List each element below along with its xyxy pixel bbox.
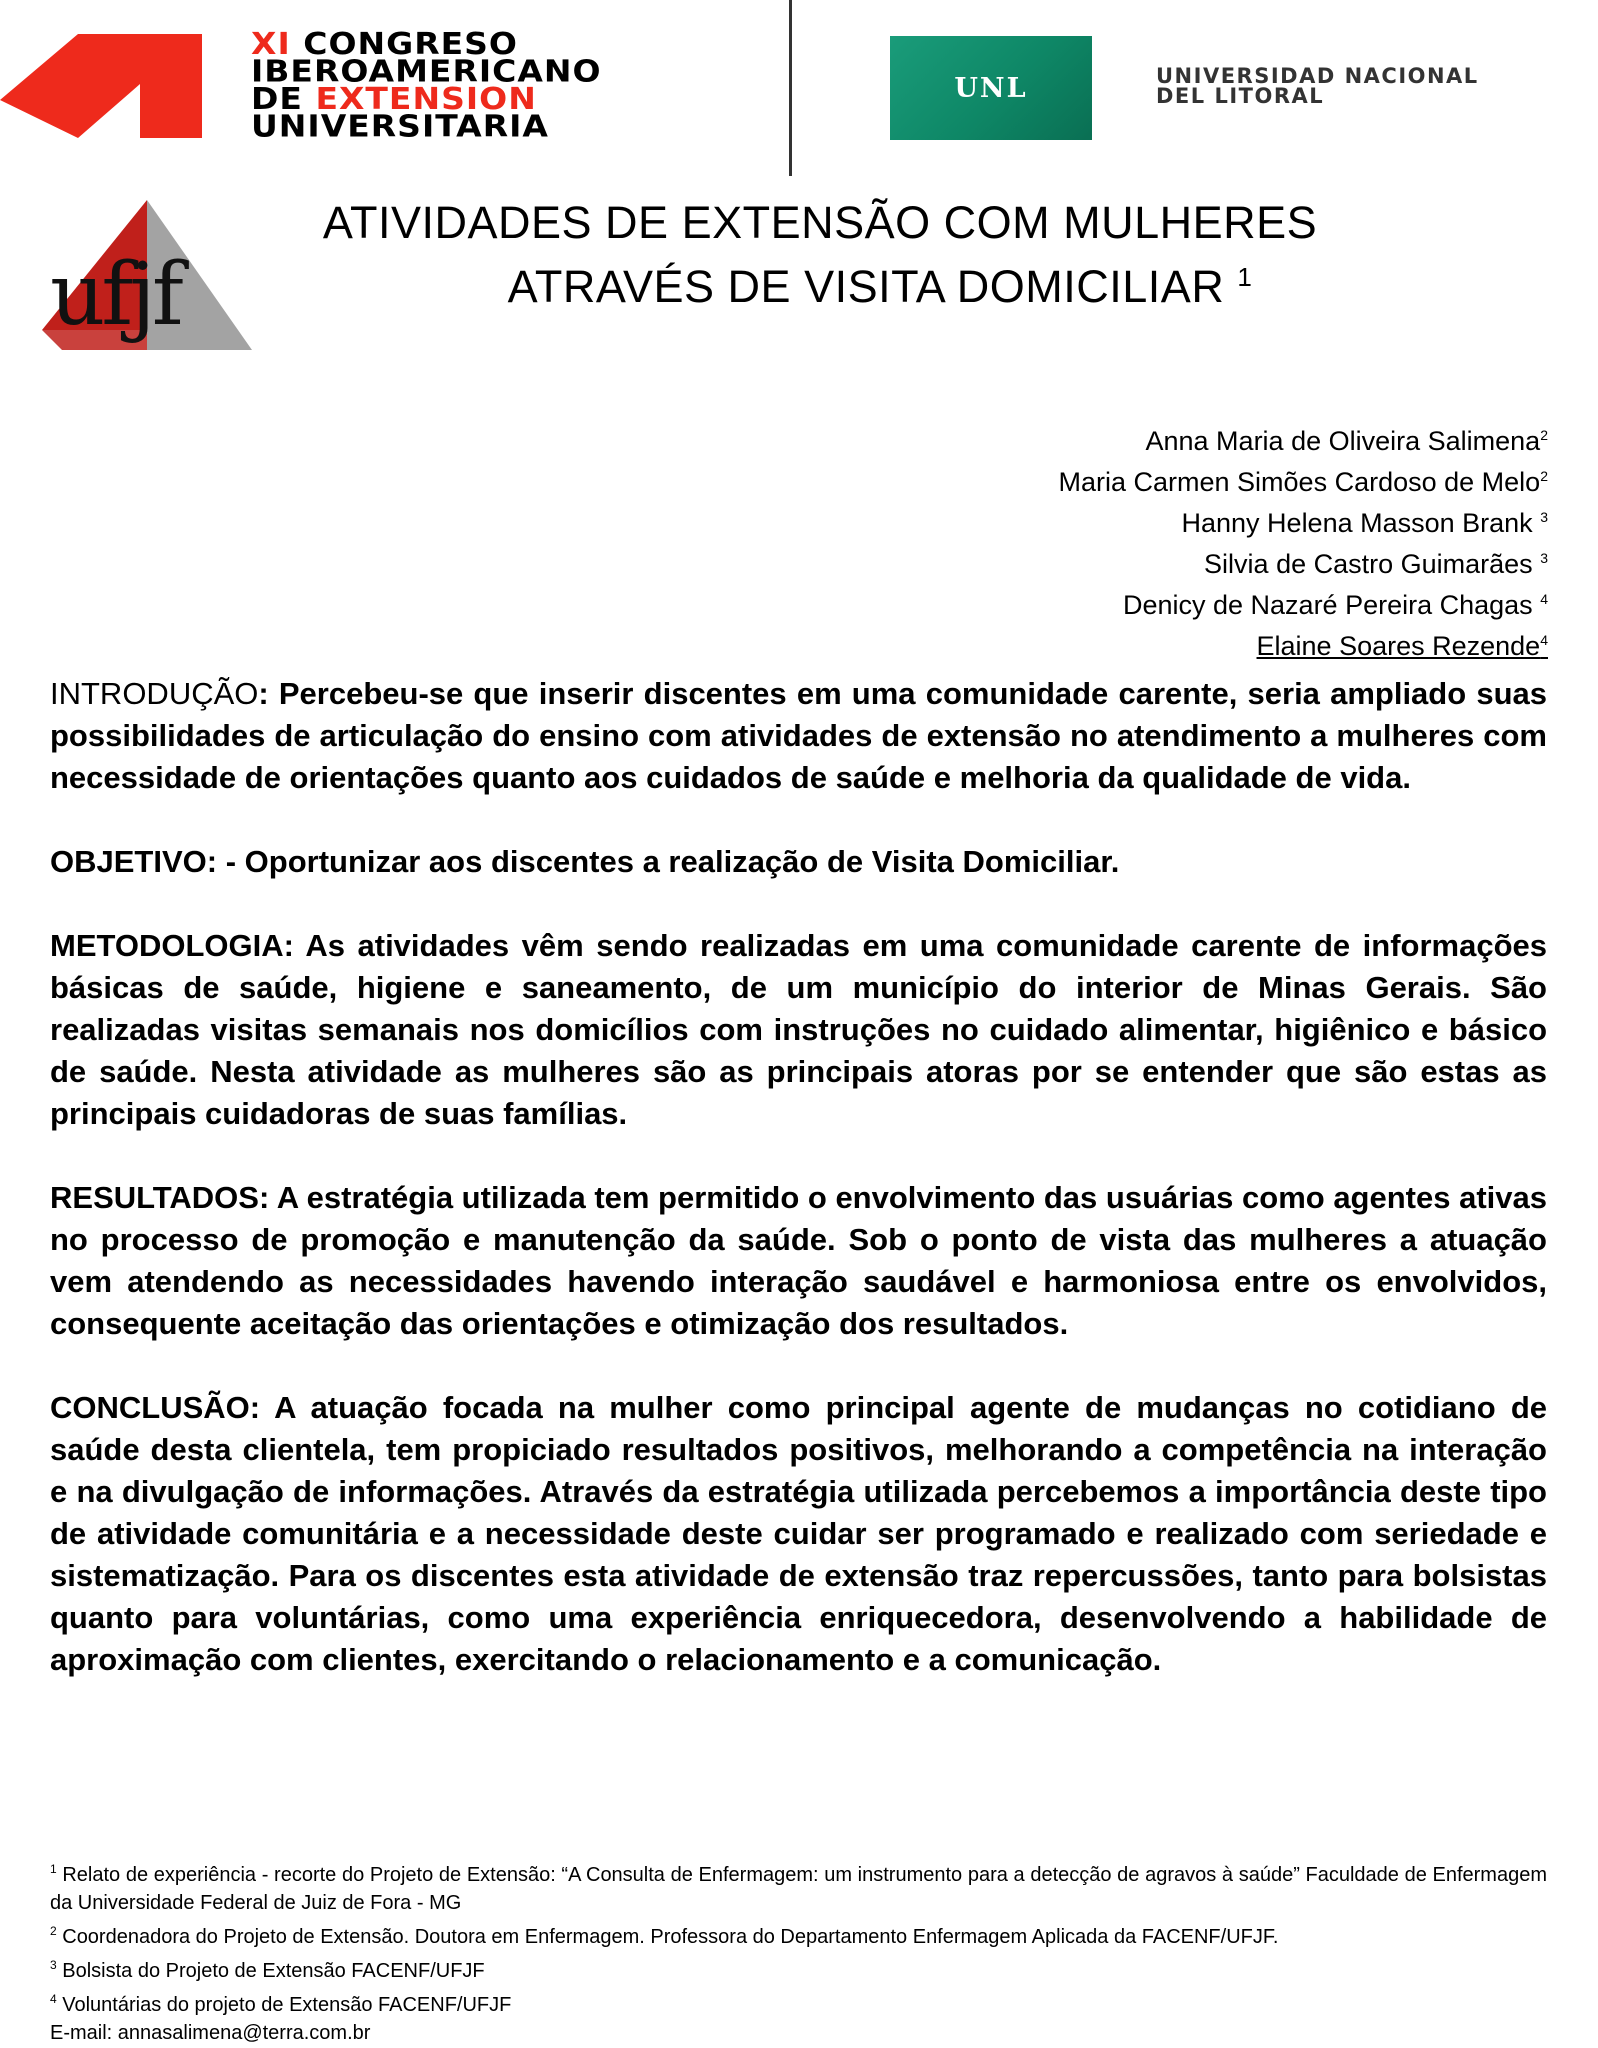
university-name: UNIVERSIDAD NACIONAL DEL LITORAL [1156,64,1479,108]
svg-text:ufjf: ufjf [50,245,180,345]
section-objetivo: OBJETIVO: - Oportunizar aos discentes a realização de Visita Domiciliar. [50,844,1120,879]
unl-logo: UNL [890,36,1092,140]
title-line-1: ATIVIDADES DE EXTENSÃO COM MULHERES [322,197,1318,248]
document-title [230,196,1410,314]
section-resultados: RESULTADOS: A estratégia utilizada tem permitido o envolvimento das usuárias como agentes ativas no processo de promoção e manutenção da saúde. Sob o ponto de vista das mulheres a atuação vem atendendo as necessidades havendo interação saudável e harmoniosa entre os envolvidos, consequente aceitação das orientações e otimização dos resultados. [50,1180,1547,1341]
section-introducao: INTRODUÇÃO: Percebeu-se que inserir discentes em uma comunidade carente, seria ampliado suas possibilidades de articulação do ensino com atividades de extensão no atendimento a mulheres com necessidade de orientações quanto aos cuidados de saúde e melhoria da qualidade de vida. [50,676,1547,795]
header-divider [789,0,792,176]
footnote: $^1$ Relato de experiência - recorte do Projeto de Extensão: “A Consulta de Enfermagem: um instrumento para a detecção de agravos à saúde” Faculdade de Enfermagem da Universidade Federal de Juiz de Fora - MG [50,1862,1547,1914]
author: Denicy de Nazaré Pereira Chagas $^4$ [1122,590,1548,620]
author-list [548,418,1548,664]
section-conclusao: CONCLUSÃO: A atuação focada na mulher como principal agente de mudanças no cotidiano de saúde desta clientela, tem propiciado resultados positivos, melhorando a competência na interação e na divulgação de informações. Através da estratégia utilizada percebemos a importância deste tipo de atividade comunitária e a necessidade deste cuidar ser programado e realizado com seriedade e sistematização. Para os discentes esta atividade de extensão traz repercussões, tanto para bolsistas quanto para voluntárias, como uma experiência enriquecedora, desenvolvendo a habilidade de aproximação com clientes, exercitando o relacionamento e a comunicação. [50,1390,1547,1677]
congress-title: XI CONGRESO IBEROAMERICANO DE EXTENSION UNIVERSITARIA [251,25,602,145]
ufjf-logo [42,200,252,380]
title-line-2: ATRAVÉS DE VISITA DOMICILIAR $^1$ [507,261,1253,312]
footnote: $^3$ Bolsista do Projeto de Extensão FACENF/UFJF [50,1958,485,1982]
author: Hanny Helena Masson Brank $^3$ [1181,508,1548,538]
email-line: E-mail: annasalimena@terra.com.br [50,2022,371,2044]
congress-arrow-logo [0,34,202,138]
document-body [50,673,1547,1723]
author: Elaine Soares Rezende$^4$ [1256,631,1548,661]
author: Anna Maria de Oliveira Salimena$^2$ [1145,426,1548,456]
footnote: $^2$ Coordenadora do Projeto de Extensão. Doutora em Enfermagem. Professora do Departamento Enfermagem Aplicada da FACENF/UFJF. [50,1924,1279,1948]
author: Maria Carmen Simões Cardoso de Melo$^2$ [1058,467,1548,497]
author: Silvia de Castro Guimarães $^3$ [1204,549,1548,579]
footnote: $^4$ Voluntárias do projeto de Extensão FACENF/UFJF [50,1992,512,2016]
footnotes [50,1855,1547,2047]
section-metodologia: METODOLOGIA: As atividades vêm sendo realizadas em uma comunidade carente de informações básicas de saúde, higiene e saneamento, de um município do interior de Minas Gerais. São realizadas visitas semanais nos domicílios com instruções no cuidado alimentar, higiênico e básico de saúde. Nesta atividade as mulheres são as principais atoras por se entender que são estas as principais cuidadoras de suas famílias. [50,928,1547,1131]
